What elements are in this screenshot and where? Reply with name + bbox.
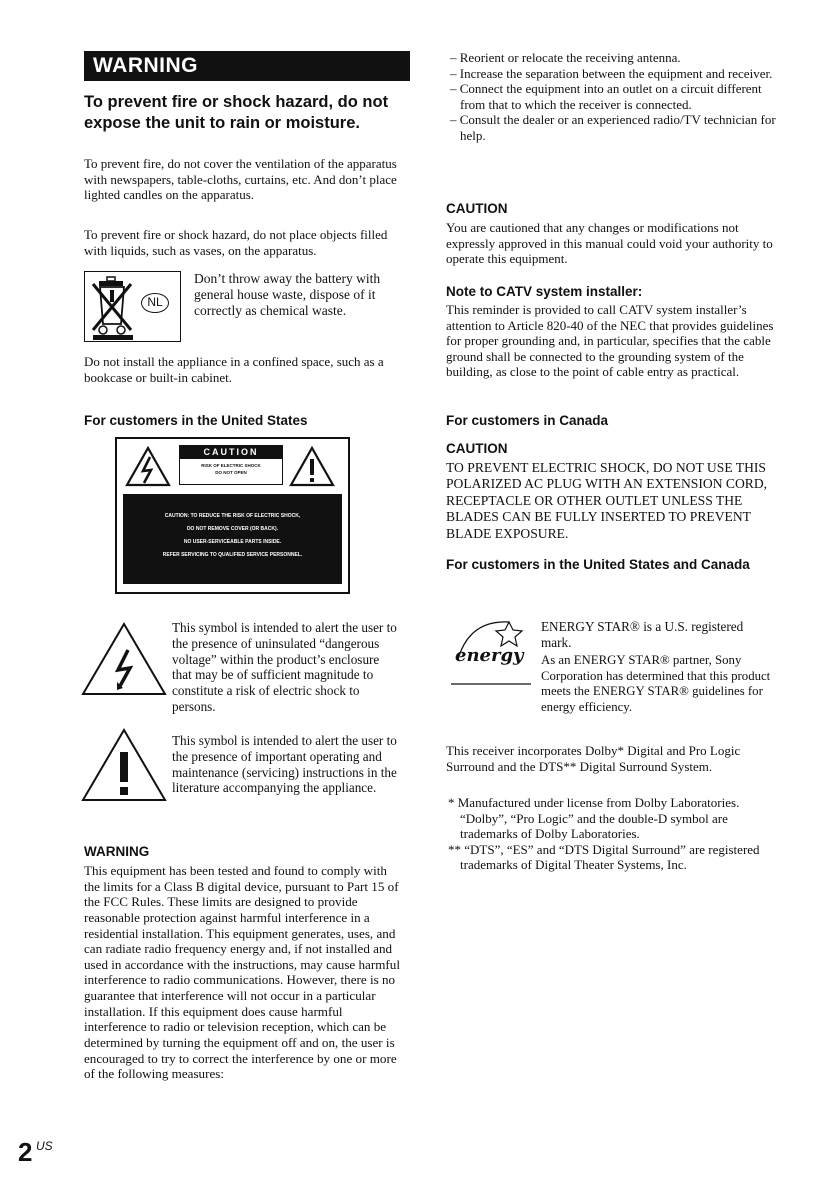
label-line: DO NOT REMOVE COVER (OR BACK). [186, 526, 279, 532]
canada-heading: For customers in Canada [446, 413, 609, 428]
canada-caution-heading: CAUTION [446, 441, 508, 456]
list-item: – Connect the equipment into an outlet on a circuit different from that to which the receiver is connected. [450, 81, 762, 112]
dolby-text: This receiver incorporates Dolby* Digital and Pro Logic Surround and the DTS** Digital Surround System. [446, 743, 741, 774]
us-heading: For customers in the United States [84, 413, 308, 428]
canada-caution-text: TO PREVENT ELECTRIC SHOCK, DO NOT USE THIS POLARIZED AC PLUG WITH AN EXTENSION CORD, RECEPTACLE OR OTHER OUTLET UNLESS THE BLADES CAN BE FULLY INSERTED TO PREVENT BLADE EXPOSURE. [446, 460, 768, 541]
lightning-warning-icon [125, 445, 171, 487]
caution-label [115, 437, 350, 594]
measures-list [446, 50, 776, 144]
caution-text: You are cautioned that any changes or modifications not expressly approved in this manual could void your authority to operate this equipment. [446, 220, 773, 267]
catv-text: This reminder is provided to call CATV system installer’s attention to Article 820-40 of the NEC that provides guidelines for proper grounding and, in particular, specifies that the cable ground shall be connected to the grounding system of the building, as close to the point of cable entry as practical. [446, 302, 774, 380]
battery-text: Don’t throw away the battery with general house waste, dispose of it correctly as chemical waste. [194, 271, 381, 318]
list-item: – Reorient or relocate the receiving antenna. [450, 50, 681, 65]
energy-logo-text: energy [455, 645, 524, 666]
label-top-text: CAUTION [180, 446, 282, 459]
list-item: – Consult the dealer or an experienced radio/TV technician for help. [450, 112, 776, 143]
label-center-box [179, 445, 283, 485]
catv-heading: Note to CATV system installer: [446, 284, 643, 299]
trademark-notes [446, 795, 776, 873]
fcc-text: This equipment has been tested and found to comply with the limits for a Class B digital device, pursuant to Part 15 of the FCC Rules. These limits are designed to provide reasonable protection against harmful interference in a residential installation. This equipment generates, uses, and can radiate radio frequency energy and, if not installed and used in accordance with the instructions, may cause harmful interference to radio communications. However, there is no guarantee that interference will not occur in a particular installation. If this equipment does cause harmful interference to radio or television reception, which can be determined by turning the equipment off and on, the user is encouraged to try to correct the interference by one or more of the following measures: [84, 863, 400, 1082]
label-small-text-2: DO NOT OPEN [215, 470, 247, 475]
energy-star-logo-icon [451, 614, 533, 688]
page-number-suffix: US [36, 1139, 53, 1153]
symbol2-text: This symbol is intended to alert the user to the presence of important operating and maintenance (servicing) instructions in the literature accompanying the appliance. [172, 733, 397, 796]
note-dolby: * Manufactured under license from Dolby Laboratories. [448, 795, 740, 810]
warning-banner-text: WARNING [93, 54, 198, 77]
page-number: 2 [18, 1137, 33, 1167]
warning-banner [84, 51, 410, 81]
nl-badge: NL [141, 293, 169, 313]
label-small-text-1: RISK OF ELECTRIC SHOCK [201, 463, 261, 468]
para-confined: Do not install the appliance in a confined space, such as a bookcase or built-in cabinet. [84, 354, 384, 385]
energy-text-1: ENERGY STAR® is a U.S. registered mark. [541, 619, 744, 650]
label-black-panel [123, 494, 342, 584]
note-dts: ** “DTS”, “ES” and “DTS Digital Surround” are registered trademarks of Digital Theater Systems, Inc. [448, 841, 760, 873]
caution-heading: CAUTION [446, 201, 508, 216]
symbol1-text: This symbol is intended to alert the user to the presence of uninsulated “dangerous voltage” within the product’s enclosure that may be of sufficient magnitude to constitute a risk of electric shock to persons. [172, 620, 397, 714]
us-canada-heading: For customers in the United States and Canada [446, 557, 750, 572]
main-heading: To prevent fire or shock hazard, do not expose the unit to rain or moisture. [84, 93, 389, 132]
para-liquids: To prevent fire or shock hazard, do not place objects filled with liquids, such as vases, on the apparatus. [84, 227, 388, 258]
para-ventilation: To prevent fire, do not cover the ventilation of the apparatus with newspapers, table-cloths, curtains, etc. And don’t place lighted candles on the apparatus. [84, 156, 397, 203]
label-line: CAUTION: TO REDUCE THE RISK OF ELECTRIC SHOCK, [164, 513, 301, 519]
exclamation-warning-icon [289, 445, 335, 487]
label-line: REFER SERVICING TO QUALIFIED SERVICE PERSONNEL. [162, 552, 303, 558]
list-item: – Increase the separation between the equipment and receiver. [450, 65, 773, 81]
label-line: NO USER-SERVICEABLE PARTS INSIDE. [183, 539, 282, 545]
note-dolby-trademark: “Dolby”, “Pro Logic” and the double-D symbol are trademarks of Dolby Laboratories. [460, 810, 728, 842]
fcc-warning-heading: WARNING [84, 844, 150, 859]
lightning-triangle-icon [81, 622, 167, 696]
energy-text-2: As an ENERGY STAR® partner, Sony Corporation has determined that this product meets the ENERGY STAR® guidelines for energy efficiency. [541, 653, 771, 714]
battery-disposal-box [84, 271, 181, 342]
exclamation-triangle-icon [81, 728, 167, 802]
